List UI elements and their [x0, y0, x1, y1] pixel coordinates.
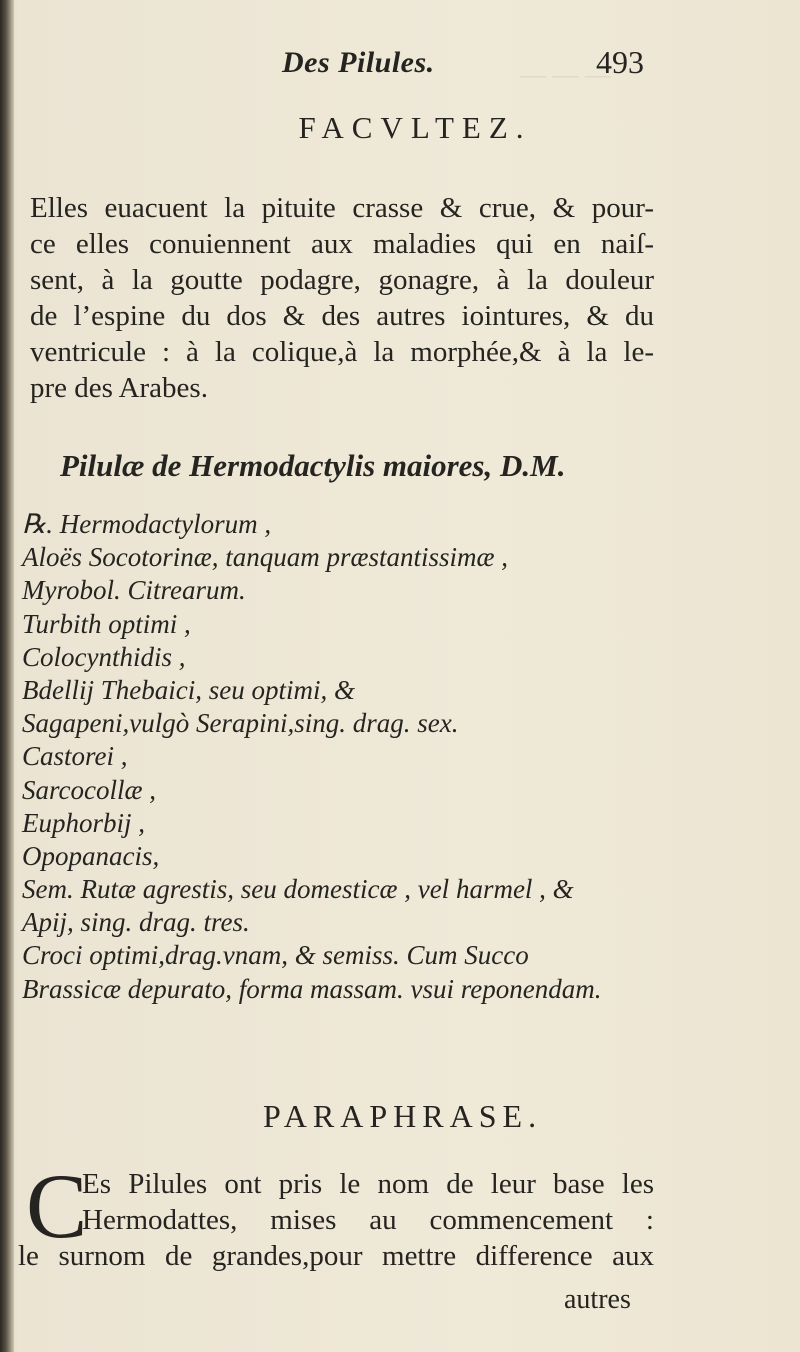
formula-line: Apij, sing. drag. tres. [22, 907, 250, 938]
formula-line: Colocynthidis , [22, 641, 186, 672]
formula-line: Turbith optimi , [22, 608, 191, 639]
facultez-paragraph [30, 190, 654, 406]
page-header [0, 38, 800, 88]
paragraph-line: Elles euacuent la pituite crasse & crue, & pour- [30, 192, 654, 224]
paraphrase-paragraph [18, 1155, 654, 1274]
paragraph-line: Hermodattes, mises au commencement : [82, 1204, 654, 1236]
paragraph-line: de l’espine du dos & des autres iointures, & du [30, 300, 654, 332]
formula-line: Euphorbij , [22, 807, 146, 838]
paragraph-line: le surnom de grandes,pour mettre difference aux [18, 1240, 654, 1272]
formula-line: Opopanacis, [22, 840, 160, 871]
page-spine-shadow [0, 0, 14, 1352]
paragraph-line: pre des Arabes. [30, 372, 208, 404]
paragraph-line: Es Pilules ont pris le nom de leur base les [82, 1168, 654, 1200]
formula-line: Brassicæ depurato, forma massam. vsui reponendam. [22, 973, 602, 1004]
catchword: autres [564, 1284, 631, 1315]
formula-line: Sagapeni,vulgò Serapini,sing. drag. sex. [22, 708, 459, 739]
formula-line: Sarcocollæ , [22, 774, 156, 805]
bleed-through-text: — — — [520, 60, 611, 89]
section-title-facultez: FACVLTEZ. [298, 110, 532, 145]
formula-line: Croci optimi,drag.vnam, & semiss. Cum Succo [22, 940, 529, 971]
formula-title: Pilulæ de Hermodactylis maiores, D.M. [60, 448, 566, 483]
running-head: Des Pilules. [282, 46, 435, 79]
formula-line: Sem. Rutæ agrestis, seu domesticæ , vel harmel , & [22, 874, 574, 905]
paragraph-line: ventricule : à la colique,à la morphée,& à la le- [30, 336, 654, 368]
page-number: 493 [596, 44, 644, 80]
section-title-paraphrase: PARAPHRASE. [262, 1098, 543, 1134]
paragraph-line: sent, à la goutte podagre, gonagre, à la douleur [30, 264, 654, 296]
formula-ingredients [22, 508, 662, 1006]
formula-line: Bdellij Thebaici, seu optimi, & [22, 674, 355, 705]
formula-line: Myrobol. Citrearum. [22, 575, 246, 606]
formula-line: Aloës Socotorinæ, tanquam præstantissimæ , [22, 542, 509, 573]
drop-cap: C [26, 1155, 88, 1257]
formula-line: ℞. Hermodactylorum , [22, 509, 272, 539]
paragraph-line: ce elles conuiennent aux maladies qui en naiſ- [30, 228, 654, 260]
formula-line: Castorei , [22, 741, 128, 772]
